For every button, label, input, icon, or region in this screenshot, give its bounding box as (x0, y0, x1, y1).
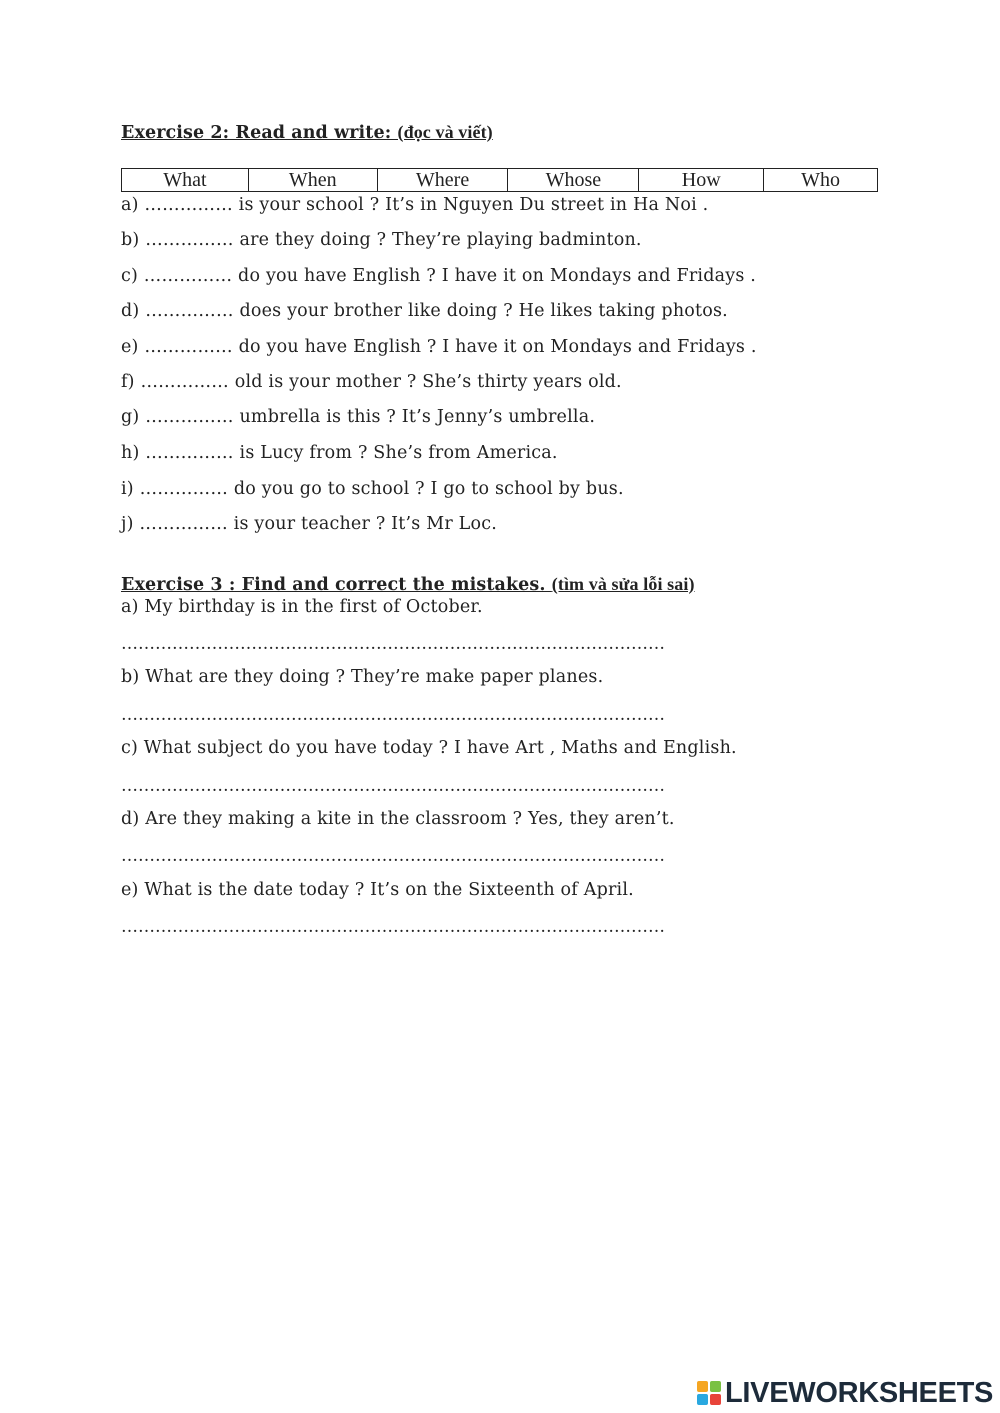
answer-line[interactable]: …………………………………………………………………………………… (121, 705, 665, 725)
word-cell: Whose (508, 169, 639, 192)
exercise-3-title: Exercise 3 : Find and correct the mistakes. (121, 575, 552, 595)
exercise-2-item: g) …………… umbrella is this ? It’s Jenny’s umbrella. (121, 407, 596, 427)
word-cell: How (639, 169, 764, 192)
liveworksheets-mark-icon (697, 1381, 721, 1405)
exercise-2-item: b) …………… are they doing ? They’re playing badminton. (121, 230, 642, 250)
exercise-2-item: j) …………… is your teacher ? It’s Mr Loc. (121, 514, 497, 534)
exercise-2-item: c) …………… do you have English ? I have it on Mondays and Fridays . (121, 266, 757, 286)
exercise-2-item: i) …………… do you go to school ? I go to school by bus. (121, 479, 624, 499)
logo-text: LIVEWORKSHEETS (725, 1376, 994, 1409)
exercise-2-item: h) …………… is Lucy from ? She’s from America. (121, 443, 558, 463)
exercise-2-title: Exercise 2: Read and write: (121, 123, 398, 143)
exercise-2-item: a) …………… is your school ? It’s in Nguyen Du street in Ha Noi . (121, 195, 709, 215)
exercise-3-item: e) What is the date today ? It’s on the Sixteenth of April. (121, 880, 634, 900)
exercise-3-item: d) Are they making a kite in the classroom ? Yes, they aren’t. (121, 809, 675, 829)
answer-line[interactable]: …………………………………………………………………………………… (121, 846, 665, 866)
word-cell: What (122, 169, 249, 192)
word-cell: Who (764, 169, 878, 192)
exercise-2-item: e) …………… do you have English ? I have it on Mondays and Fridays . (121, 337, 757, 357)
exercise-2-item: d) …………… does your brother like doing ? He likes taking photos. (121, 301, 728, 321)
liveworksheets-logo[interactable] (697, 1377, 993, 1409)
exercise-2-heading (121, 122, 493, 143)
answer-line[interactable]: …………………………………………………………………………………… (121, 776, 665, 796)
exercise-2-item: f) …………… old is your mother ? She’s thirty years old. (121, 372, 622, 392)
exercise-3-heading (121, 574, 695, 595)
exercise-3-item: c) What subject do you have today ? I have Art , Maths and English. (121, 738, 737, 758)
answer-line[interactable]: …………………………………………………………………………………… (121, 634, 665, 654)
exercise-3-item: b) What are they doing ? They’re make paper planes. (121, 667, 604, 687)
exercise-2-title-vi: (đọc và viết) (397, 122, 493, 142)
answer-line[interactable]: …………………………………………………………………………………… (121, 917, 665, 937)
exercise-3-item: a) My birthday is in the first of October. (121, 597, 483, 617)
word-cell: Where (377, 169, 508, 192)
word-box (121, 168, 878, 192)
exercise-3-title-vi: (tìm và sửa lỗi sai) (551, 574, 695, 594)
word-cell: When (248, 169, 377, 192)
